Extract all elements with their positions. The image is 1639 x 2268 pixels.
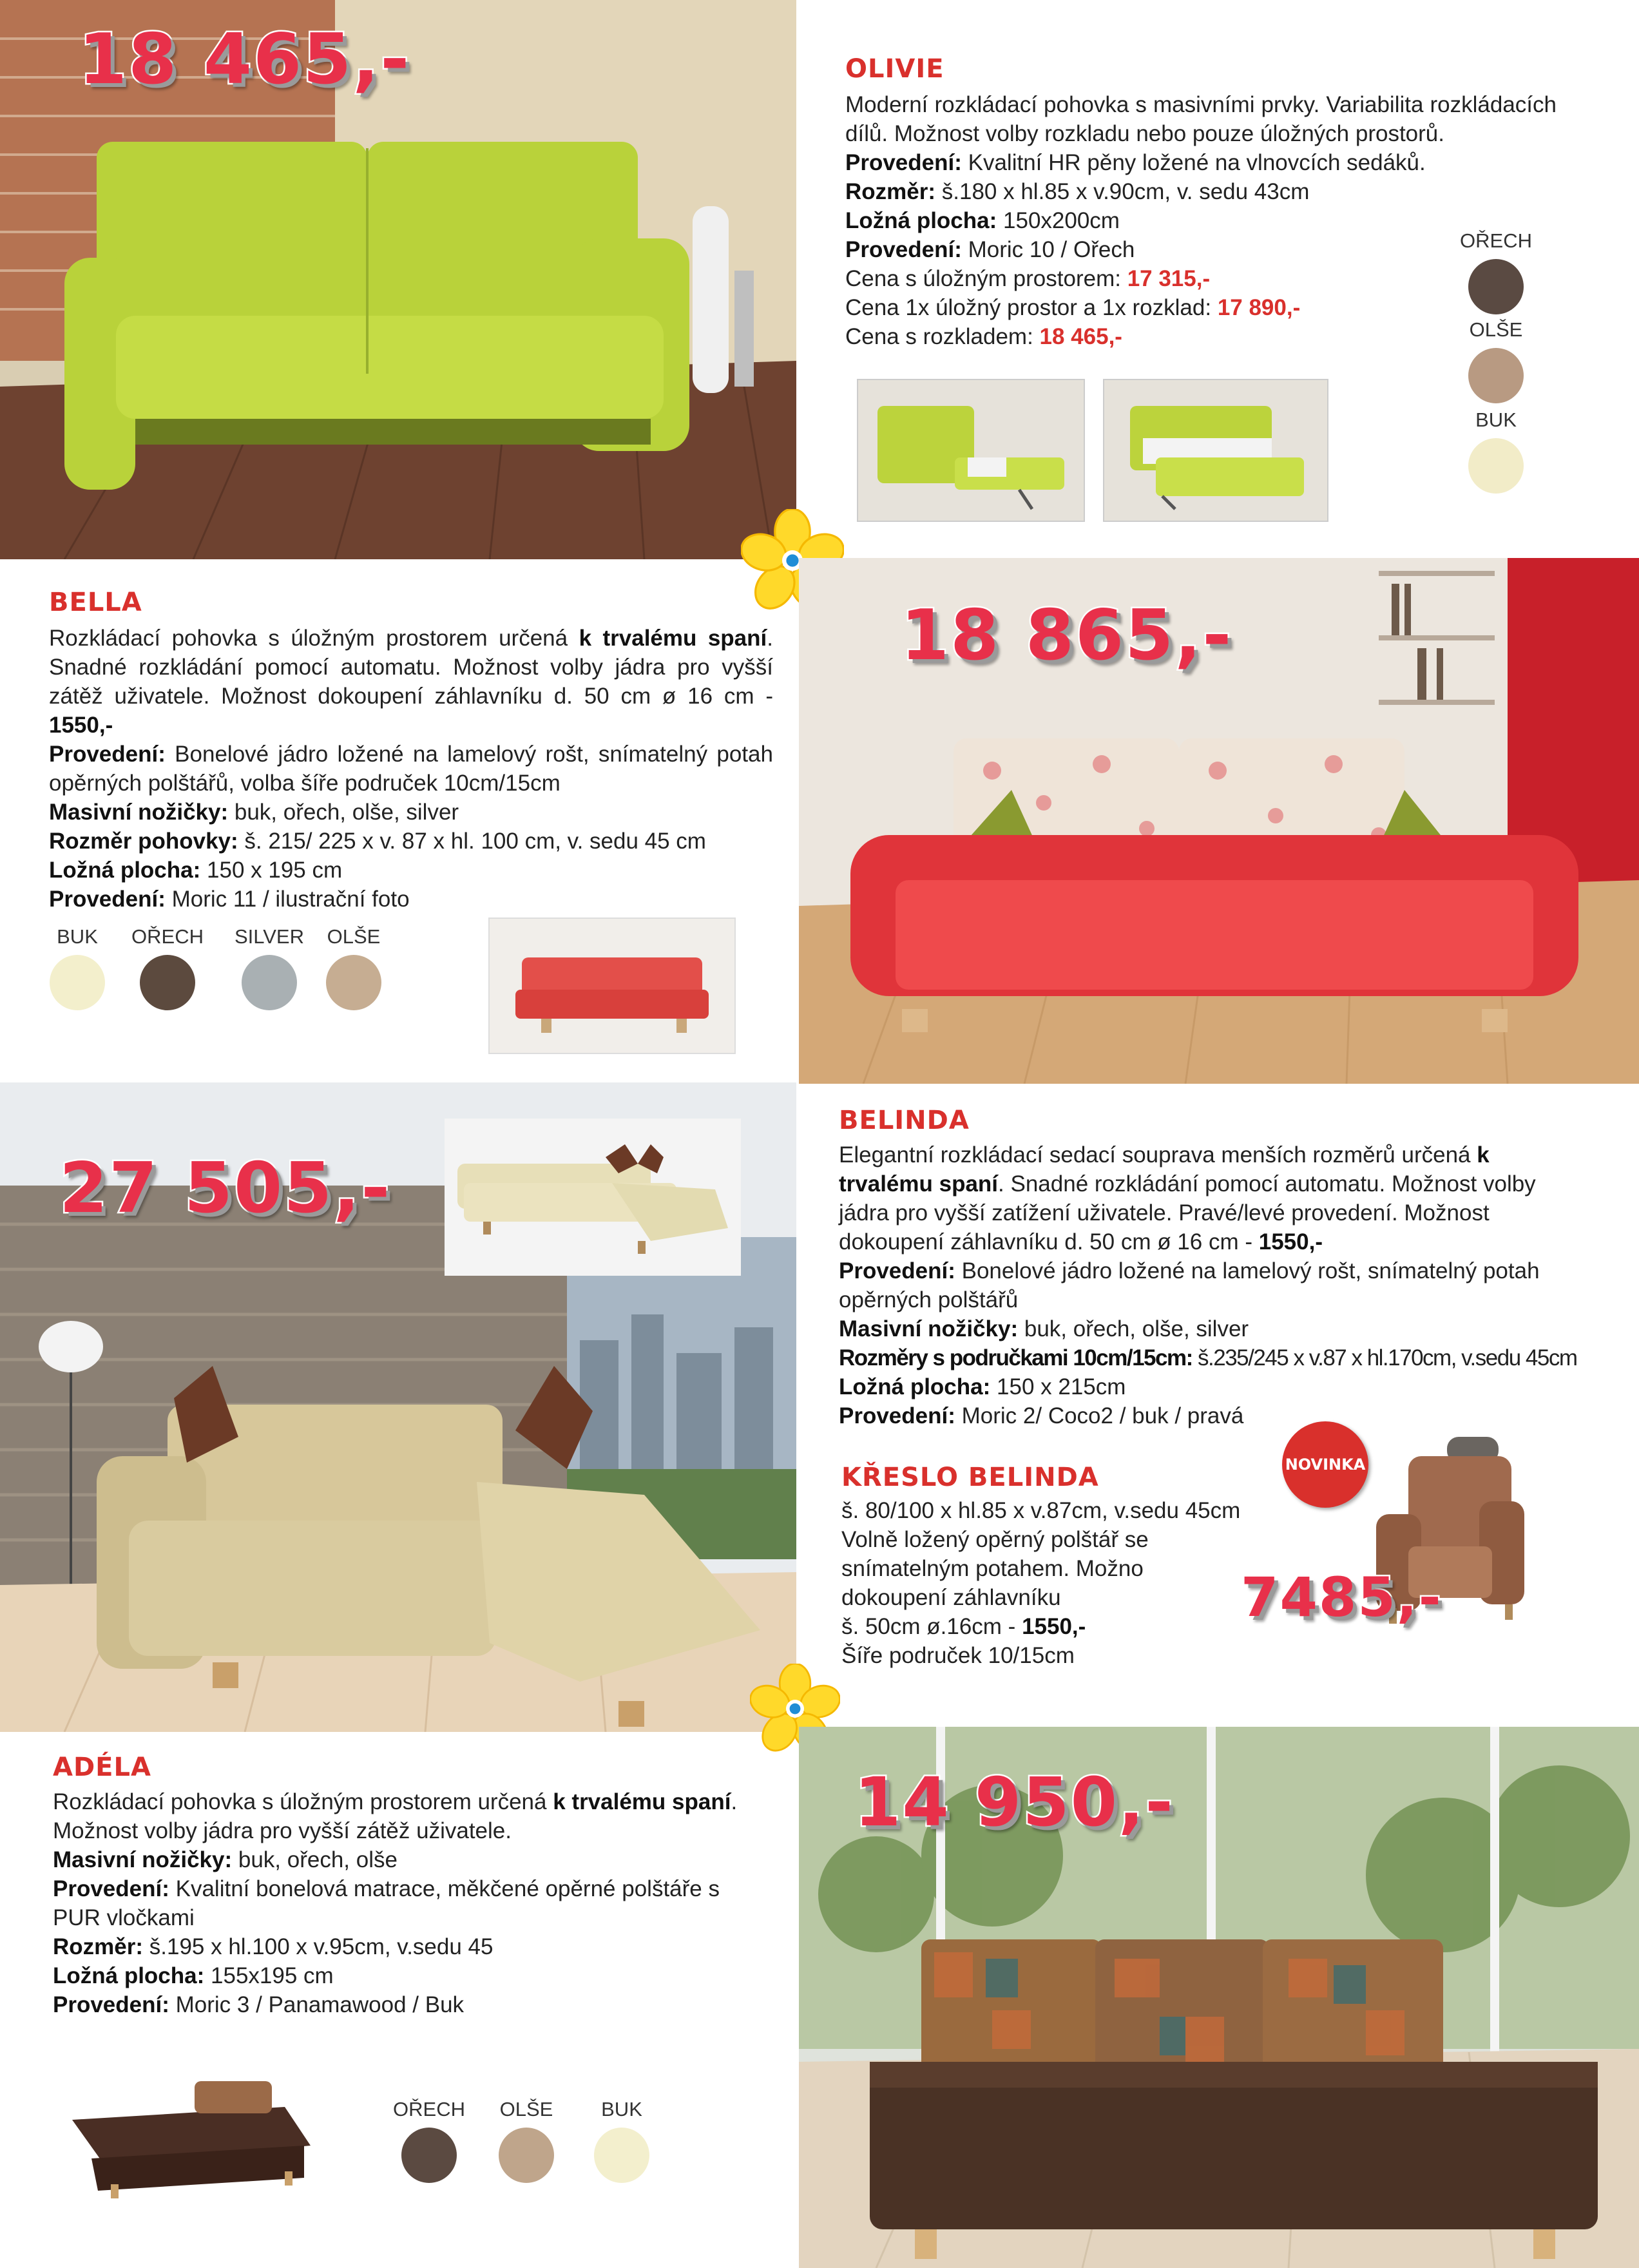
olivie-cena1-value: 17 315,- [1127,266,1211,291]
olivie-cena3-label: Cena s rozkladem: [845,324,1033,349]
kreslo-line3b: 1550,- [1022,1614,1086,1639]
olivie-open-photo-2 [1103,379,1328,522]
olivie-title: OLIVIE [845,54,944,84]
belinda-open-photo [445,1119,741,1276]
olivie-provedeni2-value: Moric 10 / Ořech [968,237,1135,262]
olivie-lozna-value: 150x200cm [1003,208,1120,233]
bella-rozmer-label: Rozměr pohovky: [49,829,238,854]
olivie-cena1-label: Cena s úložným prostorem: [845,266,1121,291]
adela-swatch-olse [488,2098,565,2183]
olivie-swatch-olse [1454,318,1538,403]
kreslo-line4: Šíře područek 10/15cm [841,1643,1075,1668]
belinda-provedeni2-value: Moric 2/ Coco2 / buk / pravá [961,1403,1244,1428]
bella-swatch-olse-label: OLŠE [327,925,381,948]
olivie-swatch-orech [1454,229,1538,314]
bella-desc-price: 1550,- [49,713,113,738]
bella-swatch-buk-label: BUK [57,925,98,948]
adela-open-photo [53,2068,322,2201]
olivie-cena3-value: 18 465,- [1039,324,1122,349]
adela-swatch-buk [583,2098,660,2183]
olivie-price: 18 465,- [79,19,411,100]
adela-desc-b: . Možnost volby jádra pro vyšší zátěž uživatele. [53,1789,738,1843]
bella-desc-bold: k trvalému spaní [579,626,767,651]
belinda-desc-price: 1550,- [1258,1229,1323,1254]
adela-price: 14 950,- [854,1763,1174,1841]
olivie-swatch-olse-label: OLŠE [1469,318,1523,341]
adela-info [53,1787,749,2019]
bella-price: 18 865,- [901,595,1233,676]
bella-provedeni-label: Provedení: [49,742,166,767]
adela-swatch-orech-label: OŘECH [393,2098,465,2120]
olivie-info [845,90,1557,351]
olivie-swatch-buk [1454,408,1538,494]
bella-info [49,624,773,914]
bella-desc-a: Rozkládací pohovka s úložným prostorem určená [49,626,568,651]
adela-swatch-orech [390,2098,468,2183]
belinda-desc-b: . Snadné rozkládání pomocí automatu. Možnost volby jádra pro vyšší zatížení uživatele. Pravé/levé provedení. Možnost dokoupení záhlavníku d. 50 cm ø 16 cm - [839,1171,1536,1254]
bella-rozmer-value: š. 215/ 225 x v. 87 x hl. 100 cm, v. sedu 45 cm [244,829,706,854]
belinda-price: 27 505,- [59,1148,392,1229]
belinda-lozna-label: Ložná plocha: [839,1374,991,1399]
adela-title: ADÉLA [53,1753,151,1782]
bella-desc-b: . Snadné rozkládání pomocí automatu. Možnost volby jádra pro vyšší zátěž uživatele. Možnost dokoupení záhlavníku d. 50 cm ø 16 cm - [49,626,773,709]
adela-desc-a: Rozkládací pohovka s úložným prostorem určená [53,1789,547,1814]
belinda-rozmery-value: š.235/245 x v.87 x hl.170cm, v.sedu 45cm [1198,1345,1577,1370]
bella-swatch-silver [231,925,308,1010]
belinda-provedeni-value: Bonelové jádro ložené na lamelový rošt, snímatelný potah opěrných polštářů [839,1258,1540,1312]
adela-swatch-buk-label: BUK [601,2098,642,2120]
belinda-rozmery-label: Rozměry s područkami 10cm/15cm: [839,1345,1193,1370]
adela-provedeni-value: Kvalitní bonelová matrace, měkčené opěrné polštáře s PUR vločkami [53,1876,720,1930]
bella-nozicky-value: buk, ořech, olše, silver [234,800,459,825]
adela-lozna-label: Ložná plocha: [53,1963,205,1988]
adela-provedeni2-label: Provedení: [53,1992,169,2017]
bella-swatch-olse [315,925,392,1010]
bella-lozna-value: 150 x 195 cm [207,858,343,883]
belinda-nozicky-label: Masivní nožičky: [839,1316,1019,1341]
bella-swatch-silver-label: SILVER [235,925,304,948]
adela-provedeni2-value: Moric 3 / Panamawood / Buk [175,1992,465,2017]
bella-nozicky-label: Masivní nožičky: [49,800,229,825]
bella-provedeni2-label: Provedení: [49,887,166,912]
bella-open-photo [488,918,736,1054]
olivie-swatch-orech-label: OŘECH [1460,229,1532,252]
olivie-description: Moderní rozkládací pohovka s masivními prvky. Variabilita rozkládacích dílů. Možnost volby rozkladu nebo pouze úložných prostorů. [845,92,1557,146]
olivie-provedeni-label: Provedení: [845,150,962,175]
adela-rozmer-value: š.195 x hl.100 x v.95cm, v.sedu 45 [149,1934,494,1959]
adela-rozmer-label: Rozměr: [53,1934,144,1959]
olivie-open-photo-1 [857,379,1085,522]
bella-swatch-orech [129,925,206,1010]
olivie-rozmer-label: Rozměr: [845,179,936,204]
belinda-title: BELINDA [839,1106,970,1135]
kreslo-line2: Volně ložený opěrný polštář se snímatelným potahem. Možno dokoupení záhlavníku [841,1527,1149,1610]
bella-provedeni2-value: Moric 11 / ilustrační foto [171,887,410,912]
kreslo-novinka-badge: NOVINKA [1282,1421,1368,1508]
olivie-lozna-label: Ložná plocha: [845,208,997,233]
belinda-nozicky-value: buk, ořech, olše, silver [1024,1316,1249,1341]
belinda-provedeni-label: Provedení: [839,1258,955,1283]
belinda-lozna-value: 150 x 215cm [997,1374,1126,1399]
olivie-cena2-value: 17 890,- [1217,295,1301,320]
olivie-rozmer-value: š.180 x hl.85 x v.90cm, v. sedu 43cm [941,179,1310,204]
kreslo-price: 7485,- [1241,1566,1443,1629]
adela-provedeni-label: Provedení: [53,1876,169,1901]
adela-swatch-olse-label: OLŠE [499,2098,553,2120]
bella-lozna-label: Ložná plocha: [49,858,201,883]
adela-desc-bold: k trvalému spaní [553,1789,731,1814]
adela-nozicky-value: buk, ořech, olše [238,1847,398,1872]
kreslo-line1: š. 80/100 x hl.85 x v.87cm, v.sedu 45cm [841,1498,1241,1523]
olivie-provedeni-value: Kvalitní HR pěny ložené na vlnovcích sedáků. [968,150,1426,175]
belinda-desc-bold: k trvalému spaní [839,1142,1490,1196]
olivie-provedeni2-label: Provedení: [845,237,962,262]
bella-swatch-buk [39,925,116,1010]
bella-swatch-orech-label: OŘECH [131,925,204,948]
belinda-provedeni2-label: Provedení: [839,1403,955,1428]
belinda-info [839,1140,1580,1430]
kreslo-title: KŘESLO BELINDA [841,1463,1099,1492]
olivie-cena2-label: Cena 1x úložný prostor a 1x rozklad: [845,295,1212,320]
bella-provedeni-value: Bonelové jádro ložené na lamelový rošt, snímatelný potah opěrných polštářů, volba šíře područek 10cm/15cm [49,742,773,796]
kreslo-line3a: š. 50cm ø.16cm - [841,1614,1016,1639]
adela-lozna-value: 155x195 cm [211,1963,334,1988]
olivie-swatch-buk-label: BUK [1475,408,1517,431]
bella-title: BELLA [49,588,142,617]
kreslo-info [841,1496,1254,1670]
adela-nozicky-label: Masivní nožičky: [53,1847,233,1872]
belinda-desc-a: Elegantní rozkládací sedací souprava menších rozměrů určená [839,1142,1471,1168]
